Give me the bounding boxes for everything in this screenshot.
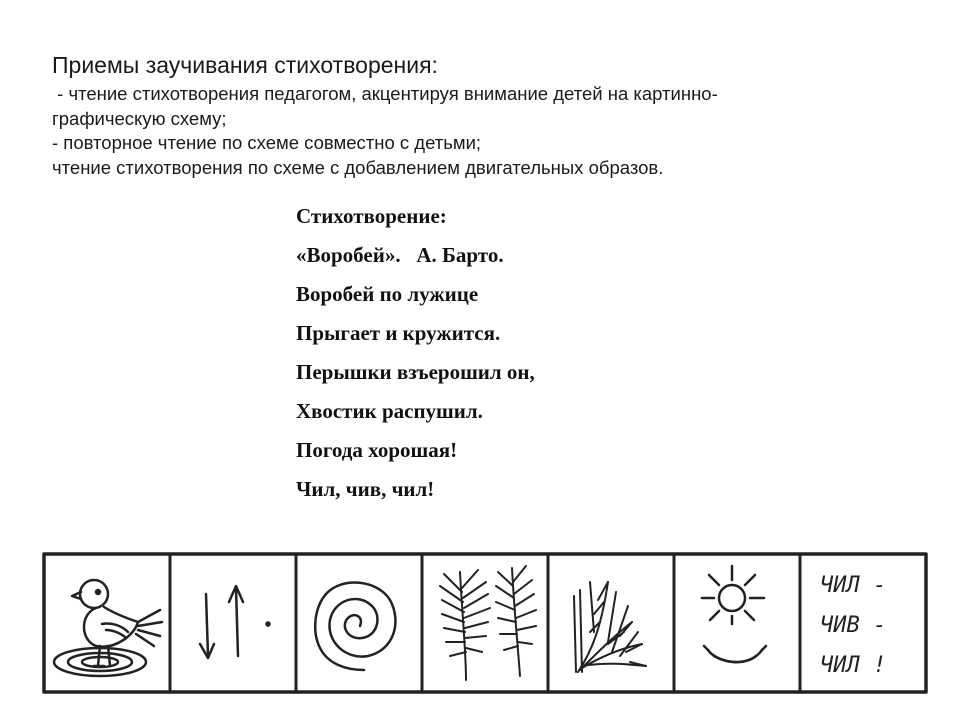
chirp-line: ЧИЛ - xyxy=(820,573,887,598)
poem-line: Воробей по лужице xyxy=(296,282,479,306)
poem-line: Прыгает и кружится. xyxy=(296,321,501,345)
poem-line: Чил, чив, чил! xyxy=(296,477,435,501)
poem-block xyxy=(296,204,535,516)
intro-text xyxy=(52,50,932,180)
intro-line: графическую схему; xyxy=(52,107,227,129)
intro-line: - повторное чтение по схеме совместно с детьми; xyxy=(52,132,482,153)
poem-line: Хвостик распушил. xyxy=(296,399,483,423)
chirp-line: ЧИЛ ! xyxy=(820,653,887,678)
chirp-line: ЧИВ - xyxy=(820,613,887,638)
chirp-text-icon xyxy=(820,573,886,678)
poem-line: Погода хорошая! xyxy=(296,438,458,462)
ruffled-feathers-icon xyxy=(440,566,536,680)
intro-line: чтение стихотворения по схеме с добавлением двигательных образов. xyxy=(52,156,664,178)
spiral-icon xyxy=(315,583,395,670)
sun-smile-icon xyxy=(702,566,766,662)
up-down-arrows-icon xyxy=(200,586,270,658)
intro-heading: Приемы заучивания стихотворения: xyxy=(52,52,438,78)
poem-title: «Воробей». А. Барто. xyxy=(296,243,504,267)
poem-label: Стихотворение: xyxy=(296,204,447,228)
mnemonic-scheme xyxy=(42,552,928,694)
sparrow-in-puddle-icon xyxy=(54,580,162,676)
poem-line: Перышки взъерошил он, xyxy=(296,360,535,384)
intro-line: - чтение стихотворения педагогом, акцентируя внимание детей на картинно- xyxy=(52,83,718,104)
fluffed-tail-icon xyxy=(574,582,646,672)
